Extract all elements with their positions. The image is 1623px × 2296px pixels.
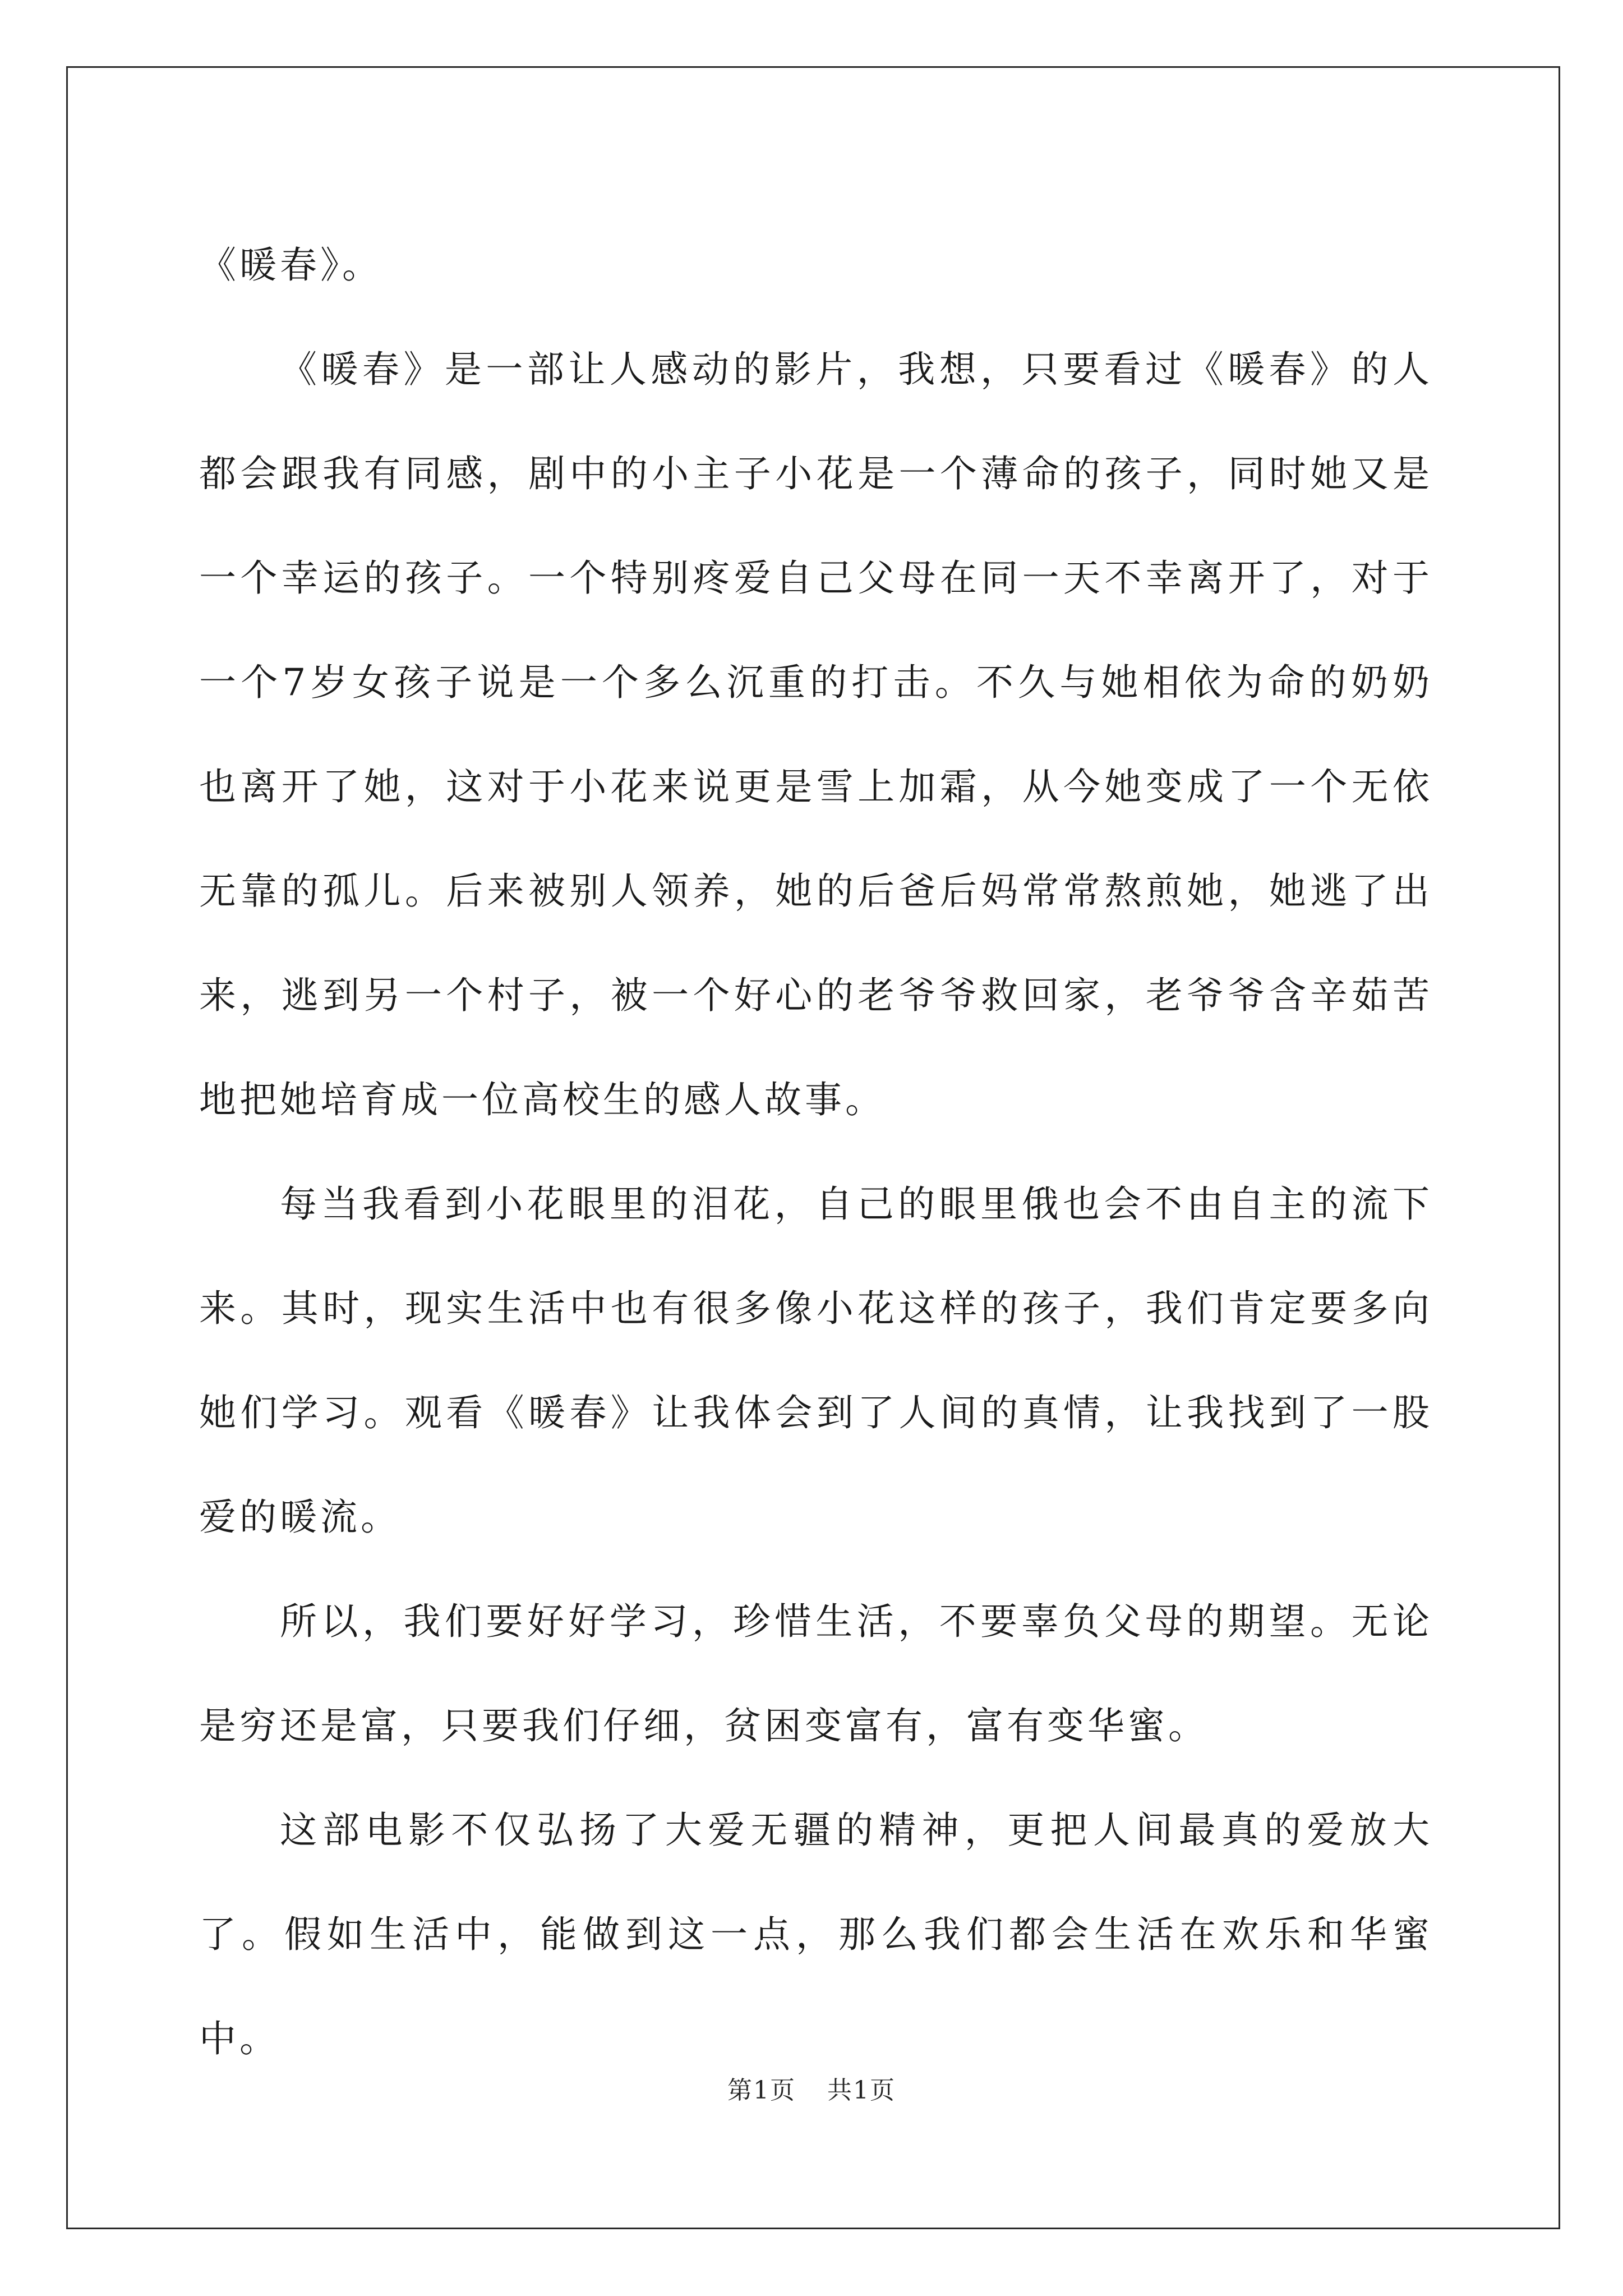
paragraph-title-line: 《暖春》。: [199, 243, 382, 287]
page-footer: [0, 2070, 1623, 2106]
page-number: 第1页: [727, 2076, 796, 2105]
paragraph-4: 这部电影不仅弘扬了大爱无疆的精神，更把人间最真的爱放大了。假如生活中，能做到这一点，那么我们都会生活在欢乐和华蜜中。: [199, 1809, 1433, 2060]
paragraph-1: 《暖春》是一部让人感动的影片，我想，只要看过《暖春》的人都会跟我有同感，剧中的小主子小花是一个薄命的孩子，同时她又是一个幸运的孩子。一个特别疼爱自己父母在同一天不幸离开了，对于一个7岁女孩子说是一个多么沉重的打击。不久与她相依为命的奶奶也离开了她，这对于小花来说更是雪上加霜，从今她变成了一个无依无靠的孤儿。后来被别人领养，她的后爸后妈常常熬煎她，她逃了出来，逃到另一个村子，被一个好心的老爷爷救回家，老爷爷含辛茹苦地把她培育成一位高校生的感人故事。: [199, 348, 1433, 1121]
paragraph-3: 所以，我们要好好学习，珍惜生活，不要辜负父母的期望。无论是穷还是富，只要我们仔细，贫困变富有，富有变华蜜。: [199, 1600, 1433, 1747]
document-body: [199, 213, 1433, 2091]
page-total: 共1页: [827, 2076, 896, 2105]
paragraph-2: 每当我看到小花眼里的泪花，自己的眼里俄也会不由自主的流下来。其时，现实生活中也有很多像小花这样的孩子，我们肯定要多向她们学习。观看《暖春》让我体会到了人间的真情，让我找到了一股爱的暖流。: [199, 1182, 1433, 1539]
